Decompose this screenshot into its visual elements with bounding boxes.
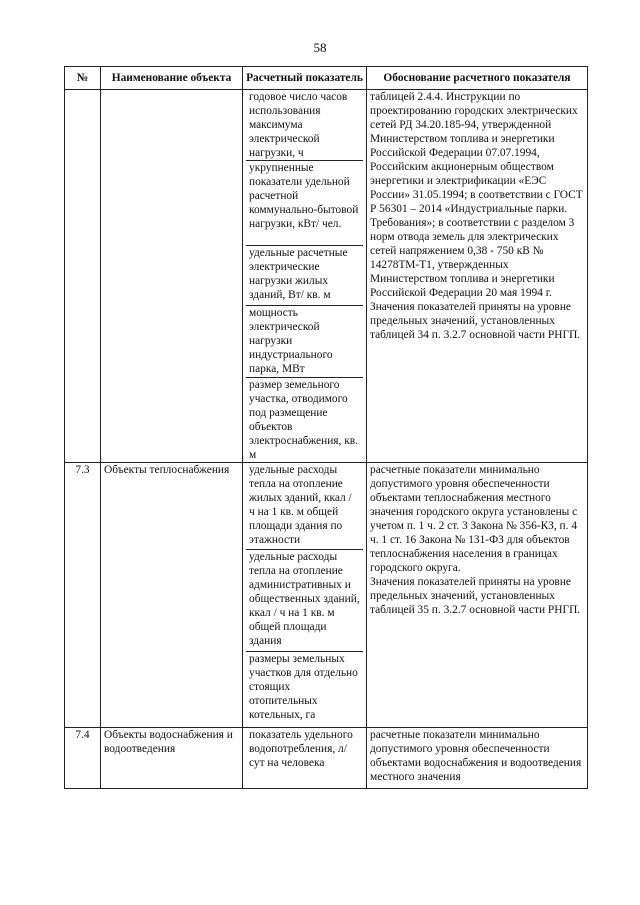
header-indicator: Расчетный показатель [243,67,367,90]
indicator-item: удельные расходы тепла на отопление административных и общественных зданий, ккал / ч на 1 кв. м общей площади здания [246,550,363,652]
indicator-item: удельные расходы тепла на отопление жилых зданий, ккал / ч на 1 кв. м общей площади здания по этажности [246,463,363,550]
page-number: 58 [313,40,327,55]
row-number [65,90,101,463]
indicator-item: укрупненные показатели удельной расчетной коммунально-бытовой нагрузки, кВт/ чел. [246,161,363,246]
object-name [101,90,243,463]
indicator-item: показатель удельного водопотребления, л/ сут на человека [249,729,353,769]
indicator-list [243,728,367,789]
header-justification: Обоснование расчетного показателя [367,67,588,90]
indicator-item: мощность электрической нагрузки индустриального парка, МВт [246,306,363,378]
header-object-name: Наименование объекта [101,67,243,90]
normatives-table [64,66,588,789]
object-name: Объекты водоснабжения и водоотведения [101,728,243,789]
table-row [65,728,588,789]
indicator-item: размер земельного участка, отводимого под размещение объектов электроснабжения, кв. м [249,379,358,461]
justification-text: таблицей 2.4.4. Инструкции по проектированию городских электрических сетей РД 34.20.185-94, утвержденной Министерством топлива и энергетики Российской Федерации 07.07.1994, Российским акционерным обществом энергетики и электрификации «ЕЭС России» 31.05.1994; в соответствии с ГОСТ Р 56301 – 2014 «Индустриальные парки. Требования»; в соответствии с разделом 3 норм отвода земель для электрических сетей напряжением 0,38 - 750 кВ № 14278ТМ-Т1, утвержденных Министерством топлива и энергетики Российской Федерации 20 мая 1994 г. Значения показателей приняты на уровне предельных значений, установленных таблицей 34 п. 3.2.7 основной части РНГП. [367,90,588,463]
indicator-item: годовое число часов использования максимума электрической нагрузки, ч [246,90,363,161]
header-num: № [65,67,101,90]
indicator-list [243,463,367,728]
table-row [65,90,588,463]
row-number: 7.3 [65,463,101,728]
indicator-item: удельные расчетные электрические нагрузки жилых зданий, Вт/ кв. м [246,246,363,306]
table-header-row [65,67,588,90]
table-row [65,463,588,728]
justification-text: расчетные показатели минимально допустимого уровня обеспеченности объектами теплоснабжения местного значения городского округа установлены с учетом п. 1 ч. 2 ст. 3 Закона № 356-КЗ, п. 4 ч. 1 ст. 16 Закона № 131-ФЗ для объектов теплоснабжения населения в границах городского округа. Значения показателей приняты на уровне предельных значений, установленных таблицей 35 п. 3.2.7 основной части РНГП. [367,463,588,728]
justification-text: расчетные показатели минимально допустимого уровня обеспеченности объектами водоснабжения и водоотведения местного значения [367,728,588,789]
indicator-item: размеры земельных участков для отдельно стоящих отопительных котельных, га [249,653,358,721]
indicator-list [243,90,367,463]
object-name: Объекты теплоснабжения [101,463,243,728]
row-number: 7.4 [65,728,101,789]
